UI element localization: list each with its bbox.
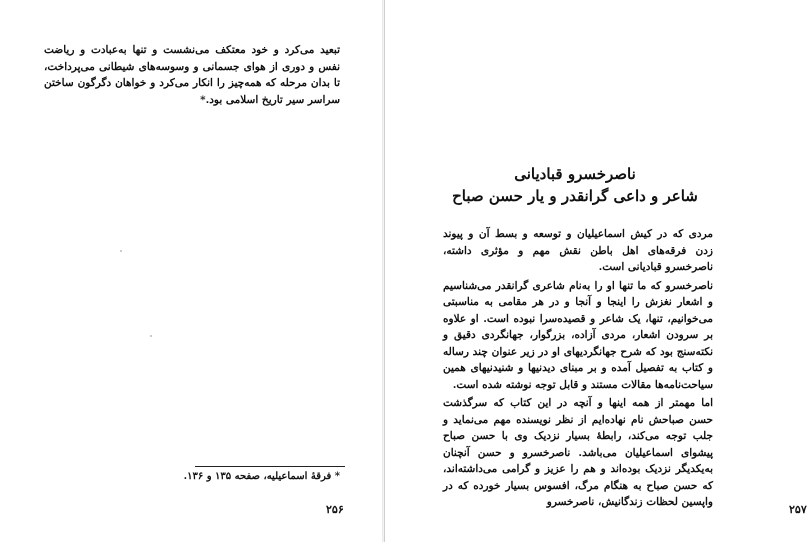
page-number-left: ۲۵۶ — [326, 503, 344, 516]
right-page-body — [443, 226, 713, 513]
right-page — [384, 0, 807, 542]
right-body-paragraph-3: اما مهمتر از همه اینها و آنچه در این کتاب که سرگذشت حسن صباحش نام نهاده‌ایم از نظر نویسنده مهم می‌نماید و جلب توجه می‌کند، رابطهٔ بسیار نزدیک وی با حسن صباح پیشوای اسماعیلیان می‌باشد. ناصرخسرو و حسن آنچنان به‌یکدیگر نزدیک بوده‌اند و هم را عزیز و گرامی می‌داشته‌اند، که حسن صباح به هنگام مرگ، افسوس بسیار خورده که در واپسین لحظات زندگانیش، ناصرخسرو — [443, 397, 713, 508]
chapter-title: ناصرخسرو قبادیانی — [514, 165, 636, 183]
footnote-divider — [195, 466, 345, 467]
page-number-right: ۲۵۷ — [789, 503, 807, 516]
right-body-paragraph-1: مردی که در کیش اسماعیلیان و توسعه و بسط آن و پیوند زدن فرقه‌های اهل باطن نقش مهم و مؤثری داشته، ناصرخسرو قبادیانی است. — [443, 228, 713, 273]
left-page-body — [44, 42, 340, 110]
footnote: * فرقهٔ اسماعیلیه، صفحه ۱۳۵ و ۱۳۶. — [183, 471, 340, 482]
scan-speck — [120, 250, 122, 252]
scan-speck — [150, 335, 152, 337]
left-body-paragraph: تبعید می‌کرد و خود معتکف می‌نشست و تنها به‌عبادت و ریاضت نفس و دوری از هوای جسمانی و وسوسه‌های شیطانی می‌پرداخت، تا بدان مرحله که همه‌چیز را انکار می‌کرد و خواهان دگرگون ساختن سراسر سیر تاریخ اسلامی بود.* — [44, 44, 340, 106]
left-page — [0, 0, 383, 542]
right-body-paragraph-2: ناصرخسرو که ما تنها او را به‌نام شاعری گرانقدر می‌شناسیم و اشعار نغزش را اینجا و آنجا و در هر مقامی به مناسبتی می‌خوانیم، تنها، یک شاعر و قصیده‌سرا نبوده است. او علاوه بر سرودن اشعار، مردی آزاده، بزرگوار، جهانگردی دقیق و نکته‌سنج بود که شرح جهانگردیهای او در زیر عنوان چند رساله و کتاب به تفصیل آمده و بر مبنای دیدنیها و شنیدنیهای همین سیاحت‌نامه‌ها مقالات مستند و قابل توجه نوشته شده است. — [443, 279, 713, 391]
chapter-subtitle: شاعر و داعی گرانقدر و یار حسن صباح — [452, 187, 698, 205]
